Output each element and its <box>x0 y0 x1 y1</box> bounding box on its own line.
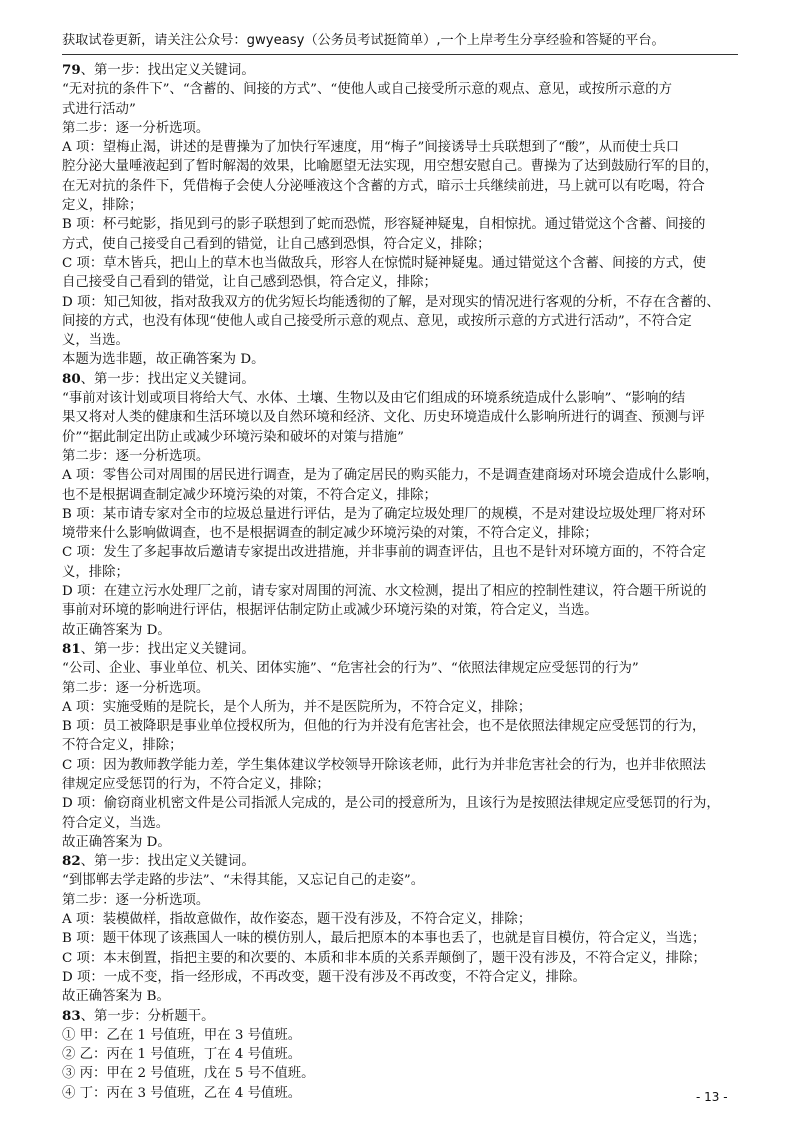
line-text: 故正确答案为 D。 <box>62 834 171 850</box>
text-line <box>62 717 738 736</box>
text-line <box>62 756 738 775</box>
line-text: ④ 丁：丙在 3 号值班，乙在 4 号值班。 <box>62 1085 302 1101</box>
question-number: 83 <box>62 1007 81 1024</box>
question-heading <box>62 1007 738 1026</box>
text-line <box>62 871 738 890</box>
text-line <box>62 215 738 234</box>
text-line <box>62 235 738 254</box>
text-line <box>62 833 738 852</box>
text-line <box>62 910 738 929</box>
page-number: - 13 - <box>696 1090 728 1104</box>
line-text: B 项：题干体现了该燕国人一味的模仿别人，最后把原本的本事也丢了，也就是盲目模仿，符合定义，当选； <box>62 931 706 947</box>
text-line <box>62 949 738 968</box>
line-text: A 项：装模做样，指故意做作，故作姿态，题干没有涉及，不符合定义，排除； <box>62 912 532 928</box>
text-line <box>62 659 738 678</box>
line-text: ② 乙：丙在 1 号值班，丁在 4 号值班。 <box>62 1047 302 1063</box>
line-text: ① 甲：乙在 1 号值班，甲在 3 号值班。 <box>62 1027 302 1043</box>
text-line <box>62 621 738 640</box>
line-text: 故正确答案为 B。 <box>62 989 170 1005</box>
line-text: 价”“据此制定出防止或减少环境污染和破坏的对策与措施” <box>62 429 404 445</box>
line-text: 义，排除； <box>62 564 129 580</box>
line-text: 果又将对人类的健康和生活环境以及自然环境和经济、文化、历史环境造成什么影响所进行的调查、预测与评 <box>62 410 705 426</box>
text-line <box>62 679 738 698</box>
text-line <box>62 891 738 910</box>
text-line <box>62 293 738 312</box>
text-line <box>62 273 738 292</box>
line-text: 境带来什么影响做调查，也不是根据调查的制定减少环境污染的对策，不符合定义，排除； <box>62 526 598 542</box>
line-text: 律规定应受惩罚的行为，不符合定义，排除； <box>62 776 330 792</box>
question-number: 80 <box>62 370 81 387</box>
line-text: 在无对抗的条件下，凭借梅子会使人分泌唾液这个含蓄的方式，暗示士兵继续前进，马上就可以有吃喝，符合 <box>62 178 705 194</box>
question-number: 81 <box>62 640 81 657</box>
line-text: “事前对该计划或项目将给大气、水体、土壤、生物以及由它们组成的环境系统造成什么影响”、“影响的结 <box>62 391 686 407</box>
line-text: C 项：本末倒置，指把主要的和次要的、本质和非本质的关系弄颠倒了，题干没有涉及，不符合定义，排除； <box>62 950 706 966</box>
line-text: A 项：零售公司对周围的居民进行调查，是为了确定居民的购买能力，不是调查建商场对环境会造成什么影响， <box>62 468 719 484</box>
text-line <box>62 177 738 196</box>
line-text: “无对抗的条件下”、“含蓄的、间接的方式”、“使他人或自己接受所示意的观点、意见，或按所示意的方 <box>62 82 673 98</box>
line-text: 、第一步：找出定义关键词。 <box>80 854 255 870</box>
text-line <box>62 312 738 331</box>
line-text: 不符合定义，排除； <box>62 738 183 754</box>
text-line <box>62 389 738 408</box>
text-line <box>62 447 738 466</box>
line-text: 第二步：逐一分析选项。 <box>62 120 210 136</box>
text-line <box>62 968 738 987</box>
question-number: 79 <box>62 62 81 78</box>
document-body <box>62 61 738 1103</box>
text-line <box>62 466 738 485</box>
line-text: B 项：杯弓蛇影，指见到弓的影子联想到了蛇而恐慌，形容疑神疑鬼，自相惊扰。通过错觉这个含蓄、间接的 <box>62 217 706 233</box>
text-line <box>62 601 738 620</box>
text-line <box>62 698 738 717</box>
question-number: 82 <box>62 853 81 870</box>
text-line <box>62 119 738 138</box>
text-line <box>62 543 738 562</box>
line-text: 第二步：逐一分析选项。 <box>62 680 210 696</box>
line-text: 第二步：逐一分析选项。 <box>62 892 210 908</box>
line-text: 式进行活动” <box>62 101 136 117</box>
line-text: “公司、企业、事业单位、机关、团体实施”、“危害社会的行为”、“依照法律规定应受惩罚的行为” <box>62 661 639 677</box>
line-text: 也不是根据调查制定减少环境污染的对策，不符合定义，排除； <box>62 487 437 503</box>
text-line <box>62 1026 738 1045</box>
line-text: 自己接受自己看到的错觉，让自己感到恐惧，符合定义，排除； <box>62 275 437 291</box>
line-text: D 项：在建立污水处理厂之前，请专家对周围的河流、水文检测，提出了相应的控制性建议，符合题干所说的 <box>62 584 707 600</box>
question-heading <box>62 61 738 80</box>
line-text: C 项：草木皆兵，把山上的草木也当做敌兵，形容人在惊慌时疑神疑鬼。通过错觉这个含蓄、间接的方式，使 <box>62 255 706 271</box>
line-text: C 项：发生了多起事故后邀请专家提出改进措施，并非事前的调查评估，且也不是针对环境方面的，不符合定 <box>62 545 706 561</box>
line-text: “到邯郸去学走路的步法”、“未得其能，又忘记自己的走姿”。 <box>62 873 425 889</box>
page-header: 获取试卷更新，请关注公众号：gwyeasy（公务员考试挺简单）,一个上岸考生分享经验和答疑的平台。 <box>62 33 665 48</box>
text-line <box>62 408 738 427</box>
line-text: 定义，排除； <box>62 198 143 214</box>
line-text: A 项：实施受贿的是院长，是个人所为，并不是医院所为，不符合定义，排除； <box>62 699 532 715</box>
question-heading <box>62 370 738 389</box>
text-line <box>62 929 738 948</box>
line-text: D 项：一成不变，指一经形成，不再改变，题干没有涉及不再改变，不符合定义，排除。 <box>62 969 586 985</box>
line-text: 腔分泌大量唾液起到了暂时解渴的效果，比喻愿望无法实现，用空想安慰自己。曹操为了达到鼓励行军的目的， <box>62 159 719 175</box>
line-text: A 项：望梅止渴，讲述的是曹操为了加快行军速度，用“梅子”间接诱导士兵联想到了“酸”，从而使士兵口 <box>62 140 680 156</box>
line-text: D 项：知己知彼，指对敌我双方的优劣短长均能透彻的了解，是对现实的情况进行客观的分析，不存在含蓄的、 <box>62 294 720 310</box>
line-text: 间接的方式，也没有体现“使他人或自己接受所示意的观点、意见，或按所示意的方式进行活动”，不符合定 <box>62 313 692 329</box>
text-line <box>62 1064 738 1083</box>
text-line <box>62 582 738 601</box>
text-line <box>62 157 738 176</box>
line-text: 义，当选。 <box>62 333 129 349</box>
text-line <box>62 486 738 505</box>
text-line <box>62 563 738 582</box>
line-text: B 项：某市请专家对全市的垃圾总量进行评估，是为了确定垃圾处理厂的规模，不是对建设垃圾处理厂将对环 <box>62 506 706 522</box>
text-line <box>62 794 738 813</box>
text-line <box>62 100 738 119</box>
text-line <box>62 987 738 1006</box>
line-text: 、第一步：找出定义关键词。 <box>80 63 255 78</box>
line-text: 、第一步：分析题干。 <box>80 1008 215 1024</box>
question-heading <box>62 640 738 659</box>
text-line <box>62 254 738 273</box>
text-line <box>62 736 738 755</box>
line-text: D 项：偷窃商业机密文件是公司指派人完成的，是公司的授意所为，且该行为是按照法律规定应受惩罚的行为， <box>62 796 720 812</box>
text-line <box>62 80 738 99</box>
text-line <box>62 505 738 524</box>
line-text: 、第一步：找出定义关键词。 <box>80 371 255 387</box>
text-line <box>62 1045 738 1064</box>
line-text: 本题为选非题，故正确答案为 D。 <box>62 352 265 368</box>
line-text: ③ 丙：甲在 2 号值班，戊在 5 号不值班。 <box>62 1066 315 1082</box>
text-line <box>62 775 738 794</box>
text-line <box>62 331 738 350</box>
text-line <box>62 138 738 157</box>
text-line <box>62 814 738 833</box>
line-text: 事前对环境的影响进行评估，根据评估制定防止或减少环境污染的对策，符合定义，当选。 <box>62 603 598 619</box>
text-line <box>62 524 738 543</box>
line-text: C 项：因为教师教学能力差，学生集体建议学校领导开除该老师，此行为并非危害社会的行为，也并非依照法 <box>62 757 706 773</box>
text-line <box>62 350 738 369</box>
text-line <box>62 428 738 447</box>
question-heading <box>62 852 738 871</box>
line-text: 故正确答案为 D。 <box>62 622 171 638</box>
header-divider <box>62 54 738 55</box>
line-text: 方式，使自己接受自己看到的错觉，让自己感到恐惧，符合定义，排除； <box>62 236 491 252</box>
text-line <box>62 196 738 215</box>
line-text: 第二步：逐一分析选项。 <box>62 448 210 464</box>
line-text: 、第一步：找出定义关键词。 <box>80 641 255 657</box>
line-text: 符合定义，当选。 <box>62 815 170 831</box>
text-line <box>62 1084 738 1103</box>
line-text: B 项：员工被降职是事业单位授权所为，但他的行为并没有危害社会，也不是依照法律规定应受惩罚的行为， <box>62 719 706 735</box>
